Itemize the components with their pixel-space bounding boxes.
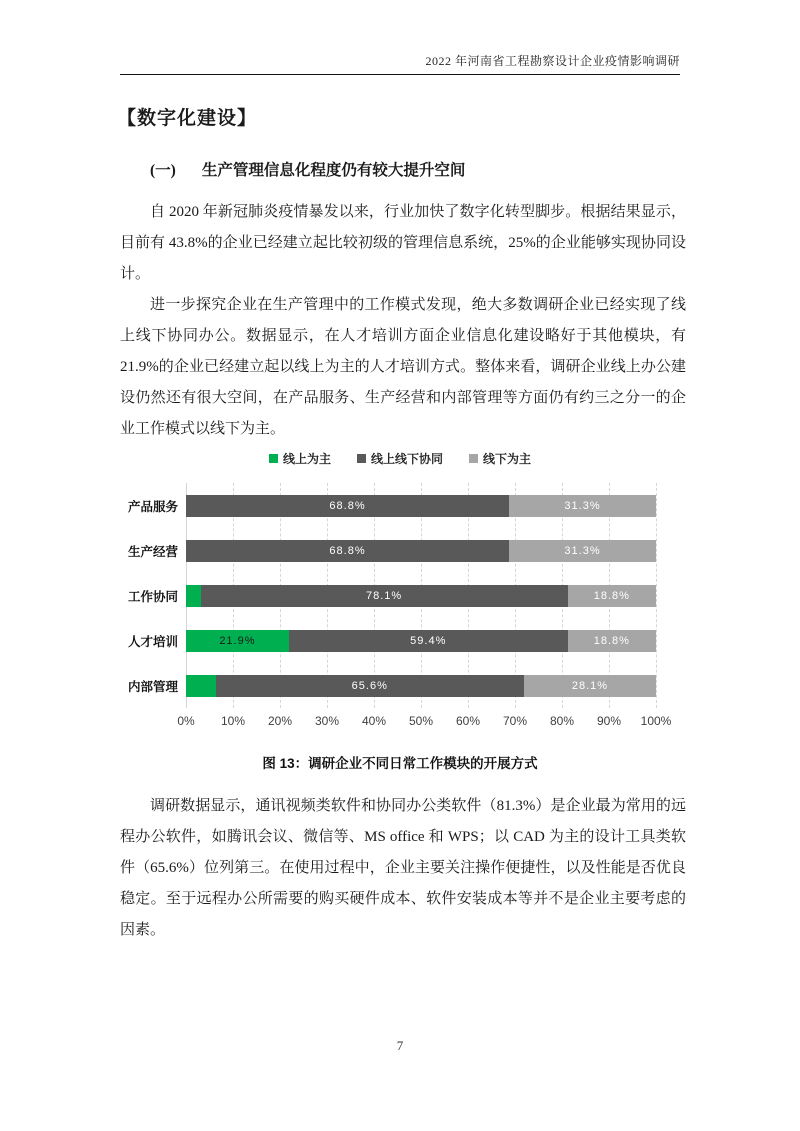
figure-caption: 图 13：调研企业不同日常工作模块的开展方式 — [262, 756, 538, 771]
chart-row — [127, 528, 656, 573]
paragraph-2: 进一步探究企业在生产管理中的工作模式发现，绝大多数调研企业已经实现了线上线下协同办公。数据显示，在人才培训方面企业信息化建设略好于其他模块，有 21.9%的企业已经建立起以线上为主的人才培训方式。整体来看，调研企业线上办公建设仍然还有很大空间，在产品服务、生产经营和内部管理等方面仍有约三之分一的企业工作模式以线下为主。 — [120, 297, 686, 437]
chart-row — [127, 483, 656, 528]
bar-segment: 65.6% — [216, 675, 524, 697]
category-label: 工作协同 — [127, 589, 178, 604]
chart-row — [127, 618, 656, 663]
chart-rows — [127, 483, 656, 708]
bar-segment — [186, 585, 201, 607]
paragraph-3: 调研数据显示，通讯视频类软件和协同办公类软件（81.3%）是企业最为常用的远程办公软件，如腾讯会议、微信等、MS office 和 WPS；以 CAD 为主的设计工具类软件（65.6%）位列第三。在使用过程中，企业主要关注操作便捷性，以及性能是否优良稳定。至于远程办公所需要的购买硬件成本、软件安装成本等并不是企业主要考虑的因素。 — [120, 798, 686, 938]
chart-legend — [120, 448, 680, 468]
paragraph-1: 自 2020 年新冠肺炎疫情暴发以来，行业加快了数字化转型脚步。根据结果显示，目前有 43.8%的企业已经建立起比较初级的管理信息系统，25%的企业能够实现协同设计。 — [120, 204, 686, 282]
bar-segment: 78.1% — [201, 585, 568, 607]
stacked-bar-chart — [120, 448, 680, 732]
stacked-bar — [186, 585, 656, 607]
chart-plot-area — [127, 483, 656, 708]
bar-segment: 28.1% — [524, 675, 656, 697]
bar-segment: 31.3% — [509, 540, 656, 562]
bar-segment: 59.4% — [289, 630, 568, 652]
stacked-bar — [186, 630, 656, 652]
x-tick-label: 90% — [596, 714, 622, 728]
x-tick-label: 100% — [640, 714, 672, 728]
bar-segment: 68.8% — [186, 540, 509, 562]
chart-row — [127, 573, 656, 618]
legend-item — [269, 450, 331, 467]
legend-label: 线上线下协同 — [370, 451, 443, 466]
x-tick-label: 0% — [177, 714, 195, 728]
legend-swatch-icon — [357, 454, 366, 463]
category-label: 人才培训 — [127, 634, 178, 649]
legend-item — [469, 450, 531, 467]
stacked-bar — [186, 540, 656, 562]
section-title: 【数字化建设】 — [117, 108, 258, 129]
legend-label: 线下为主 — [483, 451, 532, 466]
legend-item — [357, 450, 443, 467]
subsection-heading — [150, 158, 465, 180]
category-label: 内部管理 — [127, 679, 178, 694]
x-tick-label: 50% — [408, 714, 434, 728]
bar-segment: 68.8% — [186, 495, 509, 517]
subsection-title: 生产管理信息化程度仍有较大提升空间 — [201, 162, 466, 179]
category-label: 产品服务 — [127, 499, 178, 514]
chart-x-axis — [177, 714, 672, 732]
x-tick-label: 80% — [549, 714, 575, 728]
stacked-bar — [186, 675, 656, 697]
legend-label: 线上为主 — [282, 451, 331, 466]
bar-segment: 18.8% — [568, 630, 656, 652]
x-tick-label: 40% — [361, 714, 387, 728]
page-header — [120, 52, 680, 75]
legend-swatch-icon — [269, 454, 278, 463]
bar-segment: 31.3% — [509, 495, 656, 517]
gridline — [656, 483, 657, 708]
chart-row — [127, 663, 656, 708]
header-title: 2022 年河南省工程勘察设计企业疫情影响调研 — [425, 54, 680, 68]
page-number: 7 — [396, 1038, 404, 1053]
x-tick-label: 20% — [267, 714, 293, 728]
x-tick-label: 60% — [455, 714, 481, 728]
x-tick-label: 30% — [314, 714, 340, 728]
category-label: 生产经营 — [127, 544, 178, 559]
x-tick-label: 10% — [220, 714, 246, 728]
stacked-bar — [186, 495, 656, 517]
bar-segment: 21.9% — [186, 630, 289, 652]
subsection-number: (一) — [150, 162, 176, 179]
bar-segment — [186, 675, 216, 697]
legend-swatch-icon — [469, 454, 478, 463]
x-tick-label: 70% — [502, 714, 528, 728]
bar-segment: 18.8% — [568, 585, 656, 607]
